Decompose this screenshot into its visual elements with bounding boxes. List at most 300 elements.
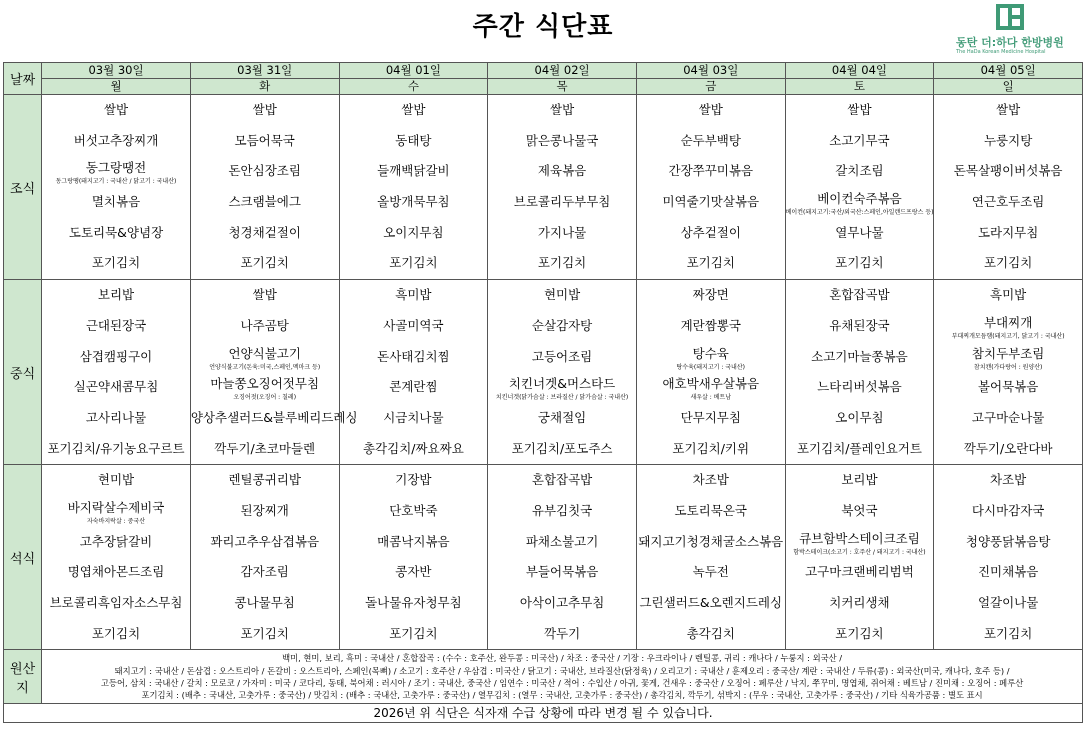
menu-item	[340, 527, 488, 558]
menu-item	[934, 342, 1082, 373]
menu-item	[42, 156, 190, 187]
menu-item-name: 콩자반	[395, 564, 432, 580]
weekday-cell: 수	[339, 79, 488, 95]
menu-item-name: 총각김치	[686, 625, 735, 641]
menu-item-name: 갈치조림	[835, 163, 884, 179]
menu-item-name: 현미밥	[543, 287, 581, 303]
menu-item-name: 열무나물	[835, 224, 884, 240]
menu-item-name: 그린샐러드&오렌지드레싱	[639, 595, 783, 610]
menu-item-name: 궁채절임	[537, 409, 587, 425]
menu-item	[488, 95, 636, 126]
menu-item	[934, 557, 1082, 588]
menu-item-name: 삼겹캠핑구이	[79, 348, 153, 364]
menu-item	[340, 95, 488, 126]
menu-item	[637, 248, 785, 279]
menu-item-name: 돈안심장조림	[228, 163, 301, 179]
menu-item	[42, 126, 190, 157]
menu-item-name: 애호박새우살볶음	[662, 376, 760, 392]
menu-item-name: 멸치볶음	[91, 194, 141, 210]
menu-item-name: 고구마크랜베리범벅	[805, 564, 914, 580]
menu-item-name: 제육볶음	[537, 163, 587, 179]
menu-item	[191, 342, 339, 373]
menu-item-name: 깍두기/초코마들렌	[214, 440, 316, 456]
menu-item-origin-note: 새우살 : 베트남	[690, 394, 732, 402]
menu-item	[786, 187, 934, 218]
menu-item-name: 부들어묵볶음	[525, 564, 599, 580]
menu-item	[42, 218, 190, 249]
menu-item-name: 포기김치	[983, 255, 1033, 271]
menu-item	[191, 187, 339, 218]
menu-item	[488, 187, 636, 218]
menu-item	[488, 588, 636, 619]
menu-item-name: 포기김치	[537, 255, 587, 271]
menu-item	[42, 342, 190, 373]
weekday-cell: 일	[934, 79, 1083, 95]
breakfast-day-cell	[339, 95, 488, 280]
menu-item-origin-note: 참치캔(가다랑어 : 원양산)	[973, 363, 1043, 371]
menu-item	[191, 619, 339, 650]
menu-item-name: 치킨너겟&머스타드	[508, 376, 616, 392]
menu-item-name: 포기김치	[240, 625, 289, 641]
menu-item-name: 꽈리고추우삼겹볶음	[210, 533, 320, 549]
menu-item-name: 녹두전	[692, 564, 729, 580]
menu-item-name: 차조밥	[990, 472, 1027, 488]
menu-item	[637, 434, 785, 465]
menu-item-name: 쌀밥	[996, 102, 1021, 117]
menu-item-name: 오이무침	[835, 409, 884, 425]
menu-item-name: 포기김치	[686, 255, 735, 271]
menu-item	[340, 126, 488, 157]
page-title: 주간 식단표	[472, 12, 614, 42]
menu-item	[42, 465, 190, 496]
menu-item	[637, 527, 785, 558]
menu-item	[191, 434, 339, 465]
menu-item	[637, 403, 785, 434]
menu-item-name: 계란짬뽕국	[680, 317, 741, 333]
breakfast-row	[4, 95, 1083, 280]
menu-item	[637, 187, 785, 218]
menu-item	[340, 434, 488, 465]
menu-item-name: 아삭이고추무침	[519, 595, 605, 610]
menu-item-name: 고등어조림	[531, 348, 593, 364]
menu-item	[42, 619, 190, 650]
menu-item-name: 포기김치	[240, 255, 289, 271]
menu-item-name: 간장쭈꾸미볶음	[668, 163, 754, 179]
menu-item	[191, 527, 339, 558]
menu-item	[488, 465, 636, 496]
menu-item-name: 진미채볶음	[977, 564, 1039, 580]
menu-item	[42, 280, 190, 311]
menu-item-name: 돼지고기청경채굴소스볶음	[638, 533, 784, 549]
menu-item-name: 쌀밥	[550, 102, 575, 117]
menu-item-name: 혼합잡곡밥	[531, 472, 593, 488]
menu-item	[786, 557, 934, 588]
menu-item-name: 기장밥	[395, 472, 432, 488]
menu-item	[934, 156, 1082, 187]
menu-item	[488, 280, 636, 311]
weekday-row	[4, 79, 1083, 95]
menu-item-name: 쌀밥	[103, 102, 129, 117]
menu-item-origin-note: 치킨너겟(닭가슴살 : 브라질산 / 닭가슴살 : 국내산)	[495, 394, 629, 402]
menu-item	[488, 403, 636, 434]
menu-item-name: 파채소불고기	[525, 533, 599, 549]
menu-item	[42, 434, 190, 465]
menu-item	[786, 619, 934, 650]
lunch-day-cell	[636, 280, 785, 465]
menu-item-name: 깍두기	[543, 625, 581, 641]
breakfast-day-cell	[190, 95, 339, 280]
menu-item-origin-note: 함박스테이크(소고기 : 호주산 / 돼지고기 : 국내산)	[793, 548, 926, 556]
menu-item	[637, 465, 785, 496]
menu-item	[488, 372, 636, 403]
menu-item	[340, 557, 488, 588]
menu-item	[934, 465, 1082, 496]
menu-item-name: 사골미역국	[383, 317, 444, 333]
menu-item	[340, 187, 488, 218]
dinner-day-cell	[785, 465, 934, 650]
menu-item-name: 쌀밥	[401, 102, 426, 117]
menu-item-name: 쌀밥	[252, 287, 277, 303]
menu-item	[637, 95, 785, 126]
dinner-label: 석식	[4, 465, 42, 650]
menu-item	[488, 248, 636, 279]
menu-item	[786, 496, 934, 527]
menu-item-name: 짜장면	[692, 287, 729, 303]
menu-item	[488, 342, 636, 373]
date-cell: 04월 01일	[339, 63, 488, 79]
date-label: 날짜	[4, 63, 42, 95]
menu-item-name: 명엽채아몬드조림	[67, 564, 165, 580]
date-cell: 04월 02일	[488, 63, 637, 79]
menu-item-name: 보리밥	[97, 287, 135, 303]
menu-item	[42, 248, 190, 279]
menu-item-name: 얼갈이나물	[977, 595, 1039, 610]
menu-item-name: 양상추샐러드&블루베리드레싱	[190, 409, 358, 425]
menu-item-name: 부대찌개	[983, 314, 1033, 330]
menu-item	[488, 619, 636, 650]
weekday-cell: 토	[785, 79, 934, 95]
menu-item	[191, 156, 339, 187]
menu-item	[637, 311, 785, 342]
menu-item	[340, 156, 488, 187]
menu-item-name: 큐브함박스테이크조림	[799, 530, 920, 546]
date-cell: 03월 30일	[42, 63, 191, 79]
menu-item-name: 근대된장국	[85, 317, 147, 333]
menu-item	[340, 619, 488, 650]
menu-item-name: 렌틸콩귀리밥	[228, 472, 301, 488]
menu-item	[637, 126, 785, 157]
lunch-day-cell	[785, 280, 934, 465]
menu-item	[786, 126, 934, 157]
lunch-label: 중식	[4, 280, 42, 465]
menu-item	[488, 557, 636, 588]
date-row	[4, 63, 1083, 79]
menu-item	[340, 588, 488, 619]
menu-item-name: 스크램블에그	[228, 194, 301, 210]
menu-item	[42, 187, 190, 218]
menu-item-name: 된장찌개	[240, 502, 289, 518]
menu-item-name: 차조밥	[692, 472, 729, 488]
menu-item	[934, 248, 1082, 279]
dinner-day-cell	[488, 465, 637, 650]
menu-item-name: 언양식불고기	[228, 345, 301, 361]
menu-item-name: 고추장닭갈비	[79, 533, 153, 549]
menu-item	[340, 280, 488, 311]
menu-item	[934, 496, 1082, 527]
menu-item-name: 고사리나물	[85, 409, 147, 425]
menu-item-name: 현미밥	[97, 472, 135, 488]
lunch-row	[4, 280, 1083, 465]
menu-item-name: 다시마감자국	[971, 502, 1045, 518]
menu-item	[637, 619, 785, 650]
menu-item	[42, 372, 190, 403]
date-cell: 04월 04일	[785, 63, 934, 79]
menu-item-name: 포기김치	[91, 625, 141, 641]
menu-item-name: 깍두기/오란다바	[963, 440, 1053, 456]
menu-item	[340, 218, 488, 249]
menu-item	[934, 619, 1082, 650]
menu-item-name: 상추겉절이	[680, 224, 741, 240]
menu-item	[786, 342, 934, 373]
menu-item-name: 연근호두조림	[971, 194, 1045, 210]
menu-item	[488, 218, 636, 249]
menu-item	[191, 465, 339, 496]
weekday-cell: 금	[636, 79, 785, 95]
menu-item-name: 도토리묵온국	[674, 502, 747, 518]
dinner-day-cell	[42, 465, 191, 650]
breakfast-day-cell	[934, 95, 1083, 280]
menu-item	[934, 434, 1082, 465]
menu-item	[786, 465, 934, 496]
menu-item	[786, 434, 934, 465]
menu-item-origin-note: 언양식불고기(돈육:미국,스페인,멕마크 등)	[209, 363, 321, 371]
lunch-day-cell	[190, 280, 358, 465]
menu-item-name: 총각김치/짜요짜요	[362, 440, 464, 456]
origin-row	[4, 650, 1083, 704]
menu-item-name: 포기김치/포도주스	[511, 440, 613, 456]
menu-item-name: 돈사태김치찜	[377, 348, 450, 364]
menu-item	[191, 311, 339, 342]
menu-item	[191, 372, 339, 403]
weekly-menu-table	[3, 62, 1083, 723]
footer-notice: 2026년 위 식단은 식자재 수급 상황에 따라 변경 될 수 있습니다.	[4, 704, 1083, 723]
menu-item	[340, 372, 488, 403]
menu-item-name: 볼어묵볶음	[977, 379, 1039, 395]
lunch-day-cell	[42, 280, 191, 465]
menu-item	[488, 311, 636, 342]
menu-item-name: 고구마순나물	[971, 409, 1045, 425]
menu-item	[42, 311, 190, 342]
menu-item	[934, 403, 1082, 434]
menu-item	[786, 218, 934, 249]
menu-item	[488, 156, 636, 187]
menu-item-name: 동태탕	[395, 132, 432, 148]
menu-item	[637, 496, 785, 527]
menu-item-name: 쌀밥	[698, 102, 723, 117]
menu-item	[42, 588, 190, 619]
menu-item	[191, 496, 339, 527]
menu-item	[934, 187, 1082, 218]
menu-item-name: 포기김치/유기농요구르트	[47, 440, 185, 456]
menu-item	[637, 156, 785, 187]
hospital-logo	[956, 4, 1076, 56]
menu-item-name: 오이지무침	[383, 224, 444, 240]
origin-line: 고등어, 삼치 : 국내산 / 갈치 : 모로코 / 가자미 : 미국 / 코다리, 동태, 북어채 : 러시아 / 조기 : 국내산, 중국산 / 임연수 : 미국산 / 적어 : 수입산 / 아귀, 꽃게, 건새우 : 중국산 / 오징어 : 페루산 / 낙지, 쭈꾸미, 명엽채, 쥐어채 : 베트남 / 진미채 : 오징어 : 페루산	[100, 677, 1024, 688]
dinner-day-cell	[636, 465, 785, 650]
menu-item	[42, 403, 190, 434]
menu-item-name: 혼합잡곡밥	[829, 287, 890, 303]
menu-item-name: 실곤약새콤무침	[73, 379, 159, 395]
origin-line: 돼지고기 : 국내산 / 돈삼겹 : 오스트리아 / 돈갈비 : 오스트리아, 스페인(목뼈) / 소고기 : 호주산 / 우삼겹 : 미국산 / 닭고기 : 국내산, 브라질산(닭정육) / 오리고기 : 국내산 / 훈제오리 : 중국산/ 계란 : 국내산 / 두류(콩) : 외국산(미국, 캐나다, 호주 등) /	[114, 665, 1010, 676]
dinner-day-cell	[934, 465, 1083, 650]
menu-item-origin-note: 베이컨(돼지고기:국산/외국산:스페인,아일랜드프랑스 등)	[785, 209, 934, 217]
menu-item	[637, 372, 785, 403]
hospital-name: 동탄 더:하다 한방병원	[956, 36, 1064, 49]
origin-label: 원산지	[4, 650, 42, 704]
breakfast-label: 조식	[4, 95, 42, 280]
menu-item	[786, 588, 934, 619]
menu-item	[42, 496, 190, 527]
menu-item-name: 브로콜리흑임자소스무침	[49, 595, 183, 610]
menu-item-name: 치커리생채	[829, 595, 890, 610]
menu-item-name: 맑은콩나물국	[525, 132, 599, 148]
menu-item-name: 나주곰탕	[240, 317, 289, 333]
hospital-english-name: The HaDa Korean Medicine Hospital	[956, 49, 1046, 55]
dinner-day-cell	[190, 465, 339, 650]
menu-item	[786, 372, 934, 403]
menu-item-name: 매콤낙지볶음	[377, 533, 450, 549]
breakfast-day-cell	[42, 95, 191, 280]
menu-item	[191, 218, 339, 249]
menu-item	[340, 496, 488, 527]
menu-item-name: 들깨백닭갈비	[377, 163, 450, 179]
menu-item	[42, 95, 190, 126]
menu-item	[934, 311, 1082, 342]
menu-item	[340, 403, 488, 434]
menu-item-name: 포기김치	[91, 255, 141, 271]
menu-item-name: 돈목살팽이버섯볶음	[953, 163, 1063, 179]
menu-item-name: 가지나물	[537, 224, 587, 240]
menu-item-name: 흑미밥	[395, 287, 432, 303]
menu-item-name: 청양풍닭볶음탕	[965, 533, 1051, 549]
menu-item-name: 포기김치	[389, 625, 438, 641]
menu-item-name: 도토리묵&양념장	[68, 224, 164, 240]
menu-item-name: 쌀밥	[252, 102, 277, 117]
menu-item	[637, 280, 785, 311]
menu-item-name: 단호박죽	[389, 502, 438, 518]
menu-item	[934, 95, 1082, 126]
menu-item-name: 포기김치	[835, 625, 884, 641]
menu-item	[786, 311, 934, 342]
menu-item	[488, 434, 636, 465]
menu-item	[340, 248, 488, 279]
menu-item-name: 포기김치	[389, 255, 438, 271]
menu-item-name: 단무지무침	[680, 409, 741, 425]
menu-item-name: 마늘쫑오징어젓무침	[210, 376, 320, 392]
lunch-day-cell	[488, 280, 637, 465]
menu-item-name: 올방개묵무침	[377, 194, 450, 210]
menu-item	[340, 311, 488, 342]
menu-item	[191, 557, 339, 588]
menu-item	[786, 248, 934, 279]
menu-item-name: 감자조림	[240, 564, 289, 580]
date-cell: 04월 03일	[636, 63, 785, 79]
menu-item-name: 베이컨숙주볶음	[817, 191, 902, 207]
menu-item-name: 청경채겉절이	[228, 224, 301, 240]
menu-item-name: 돌나물유자청무침	[365, 595, 462, 610]
menu-item	[191, 248, 339, 279]
menu-item	[191, 126, 339, 157]
menu-item-name: 콩나물무침	[234, 595, 295, 610]
menu-item	[488, 496, 636, 527]
weekday-cell: 목	[488, 79, 637, 95]
menu-item	[934, 280, 1082, 311]
menu-item-name: 느타리버섯볶음	[817, 379, 902, 395]
menu-item-origin-note: 오징어젓(오징어 : 칠레)	[233, 394, 297, 402]
menu-item	[786, 280, 934, 311]
menu-item	[488, 527, 636, 558]
menu-item-name: 포기김치	[983, 625, 1033, 641]
menu-item	[934, 126, 1082, 157]
date-cell: 03월 31일	[190, 63, 339, 79]
weekday-cell: 월	[42, 79, 191, 95]
menu-item	[191, 280, 339, 311]
menu-item	[786, 156, 934, 187]
dinner-row	[4, 465, 1083, 650]
menu-item	[42, 557, 190, 588]
menu-item-name: 브로콜리두부무침	[513, 194, 611, 210]
menu-item	[340, 465, 488, 496]
menu-item-name: 포기김치	[835, 255, 884, 271]
menu-item-name: 누룽지탕	[983, 132, 1033, 148]
menu-item-name: 탕수육	[692, 345, 729, 361]
date-cell: 04월 05일	[934, 63, 1083, 79]
menu-item	[488, 126, 636, 157]
hospital-logo-icon	[996, 4, 1024, 30]
menu-item-name: 참치두부조림	[971, 345, 1045, 361]
origin-line: 백미, 현미, 보리, 흑미 : 국내산 / 혼합잡곡 : (수수 : 호주산, 완두콩 : 미국산) / 차조 : 중국산 / 기장 : 우크라이나 / 렌틸콩, 귀리 : 캐나다 / 누룽지 : 외국산 /	[282, 653, 843, 664]
menu-item-name: 보리밥	[841, 472, 878, 488]
menu-item	[934, 588, 1082, 619]
menu-item-name: 순살감자탕	[531, 317, 593, 333]
lunch-day-cell	[934, 280, 1083, 465]
menu-item-name: 소고기마늘쫑볶음	[811, 348, 908, 364]
menu-item-origin-note: 부대찌개모듬햄(돼지고기, 닭고기 : 국내산)	[951, 332, 1065, 340]
menu-item-origin-note: 자숙바지락살 : 중국산	[87, 517, 146, 525]
weekday-cell: 화	[190, 79, 339, 95]
breakfast-day-cell	[488, 95, 637, 280]
menu-item	[191, 588, 339, 619]
menu-item-name: 도라지무침	[977, 224, 1039, 240]
menu-item-name: 모듬어묵국	[234, 132, 295, 148]
menu-item	[637, 557, 785, 588]
menu-item	[637, 342, 785, 373]
breakfast-day-cell	[785, 95, 934, 280]
menu-item	[637, 588, 785, 619]
menu-item-name: 동그랑땡전	[85, 160, 147, 176]
menu-item-name: 소고기무국	[829, 132, 890, 148]
menu-item	[934, 372, 1082, 403]
menu-item	[786, 95, 934, 126]
origin-line: 포기김치 : (배추 : 국내산, 고춧가루 : 중국산) / 맛김치 : (배추 : 국내산, 고춧가루 : 중국산) / 열무김치 : (열무 : 국내산, 고춧가루 : 중국산) / 총각김치, 깍두기, 섞박지 : (무우 : 국내산, 고춧가루 : 중국산) / 기타 식육가공품 : 별도 표시	[141, 689, 983, 700]
menu-item-name: 포기김치/플레인요거트	[796, 440, 922, 456]
menu-item-name: 북엇국	[841, 502, 878, 518]
menu-item-origin-note: 탕수육(돼지고기 : 국내산)	[676, 363, 745, 371]
menu-item	[637, 218, 785, 249]
menu-item	[42, 527, 190, 558]
menu-item-name: 순두부백탕	[680, 132, 741, 148]
origin-info	[42, 650, 1083, 704]
